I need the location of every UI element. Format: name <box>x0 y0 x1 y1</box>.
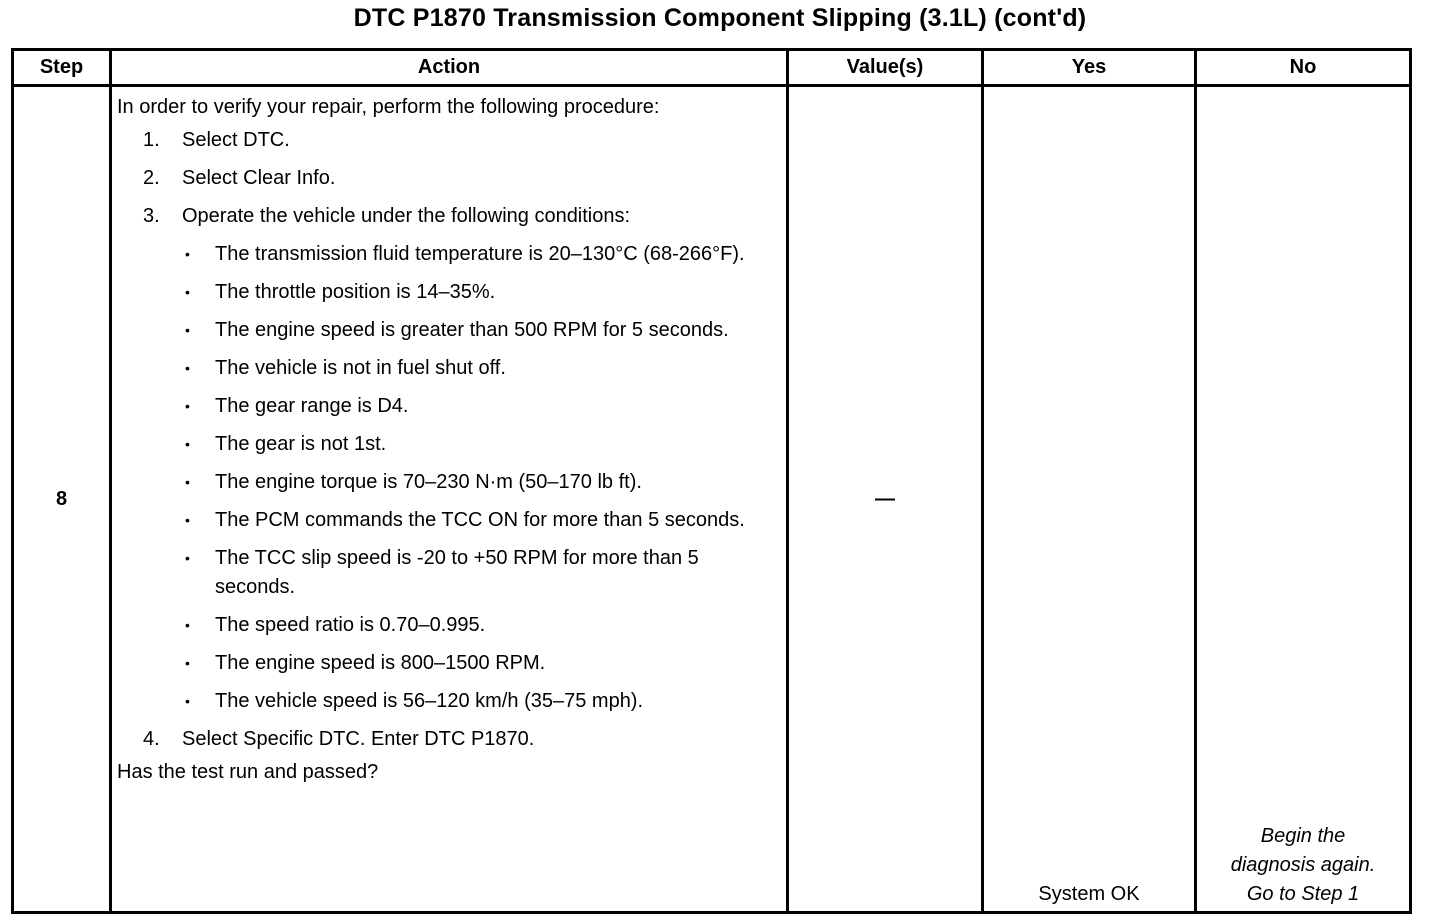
value-dash: — <box>875 487 895 510</box>
no-result-line: diagnosis again. <box>1230 854 1376 876</box>
header-yes: Yes <box>983 50 1196 86</box>
procedure-steps-final <box>117 725 782 754</box>
condition-text: The gear range is D4. <box>215 395 409 417</box>
action-cell <box>111 86 788 913</box>
header-values: Value(s) <box>788 50 983 86</box>
condition-item <box>179 649 782 678</box>
yes-result: System OK <box>1038 883 1140 905</box>
condition-text: The gear is not 1st. <box>215 433 387 455</box>
procedure-step <box>117 725 782 754</box>
bullet-icon: • <box>185 693 190 709</box>
procedure-step <box>117 126 782 155</box>
step-number: 8 <box>13 86 111 913</box>
no-cell <box>1196 86 1411 913</box>
bullet-icon: • <box>185 360 190 376</box>
step-index: 2. <box>143 167 160 189</box>
bullet-icon: • <box>185 284 190 300</box>
bullet-icon: • <box>185 322 190 338</box>
value-cell <box>788 86 983 913</box>
bullet-icon: • <box>185 474 190 490</box>
condition-item <box>179 392 782 421</box>
yes-cell <box>983 86 1196 913</box>
condition-text: The engine torque is 70–230 N·m (50–170 lb ft). <box>215 471 642 493</box>
condition-item <box>179 430 782 459</box>
header-no: No <box>1196 50 1411 86</box>
table-header-row <box>13 50 1411 86</box>
no-result-line: Begin the <box>1260 825 1346 847</box>
procedure-step <box>117 164 782 193</box>
condition-text: The PCM commands the TCC ON for more than 5 seconds. <box>215 509 745 531</box>
no-result-line: Go to Step 1 <box>1246 883 1360 905</box>
condition-text: The throttle position is 14–35%. <box>215 281 496 303</box>
step-text: Operate the vehicle under the following conditions: <box>182 205 631 227</box>
step-text: Select Specific DTC. Enter DTC P1870. <box>182 728 535 750</box>
condition-text: The engine speed is greater than 500 RPM for 5 seconds. <box>215 319 729 341</box>
bullet-icon: • <box>185 512 190 528</box>
bullet-icon: • <box>185 246 190 262</box>
page-title: DTC P1870 Transmission Component Slipping (3.1L) (cont'd) <box>353 4 1087 32</box>
condition-text: The engine speed is 800–1500 RPM. <box>215 652 546 674</box>
step-text: Select Clear Info. <box>182 167 336 189</box>
condition-text: The TCC slip speed is -20 to +50 RPM for more than 5 seconds. <box>215 547 699 598</box>
step-text: Select DTC. <box>182 129 290 151</box>
condition-item <box>179 544 782 602</box>
condition-item <box>179 468 782 497</box>
step-index: 4. <box>143 728 160 750</box>
diagnostic-table <box>11 48 1412 914</box>
bullet-icon: • <box>185 436 190 452</box>
step-index: 1. <box>143 129 160 151</box>
condition-text: The transmission fluid temperature is 20–130°C (68-266°F). <box>215 243 745 265</box>
condition-item <box>179 316 782 345</box>
procedure-step <box>117 202 782 231</box>
condition-item <box>179 611 782 640</box>
bullet-icon: • <box>185 617 190 633</box>
condition-item <box>179 278 782 307</box>
condition-item <box>179 687 782 716</box>
bullet-icon: • <box>185 655 190 671</box>
condition-list <box>117 240 782 716</box>
condition-item <box>179 240 782 269</box>
table-row <box>13 86 1411 913</box>
bullet-icon: • <box>185 398 190 414</box>
condition-text: The vehicle speed is 56–120 km/h (35–75 mph). <box>215 690 644 712</box>
condition-item <box>179 354 782 383</box>
header-action: Action <box>111 50 788 86</box>
condition-text: The speed ratio is 0.70–0.995. <box>215 614 486 636</box>
step-index: 3. <box>143 205 160 227</box>
header-step: Step <box>13 50 111 86</box>
condition-item <box>179 506 782 535</box>
condition-text: The vehicle is not in fuel shut off. <box>215 357 506 379</box>
action-question: Has the test run and passed? <box>117 761 379 783</box>
procedure-steps <box>117 126 782 231</box>
bullet-icon: • <box>185 550 190 566</box>
action-intro: In order to verify your repair, perform the following procedure: <box>117 96 660 118</box>
